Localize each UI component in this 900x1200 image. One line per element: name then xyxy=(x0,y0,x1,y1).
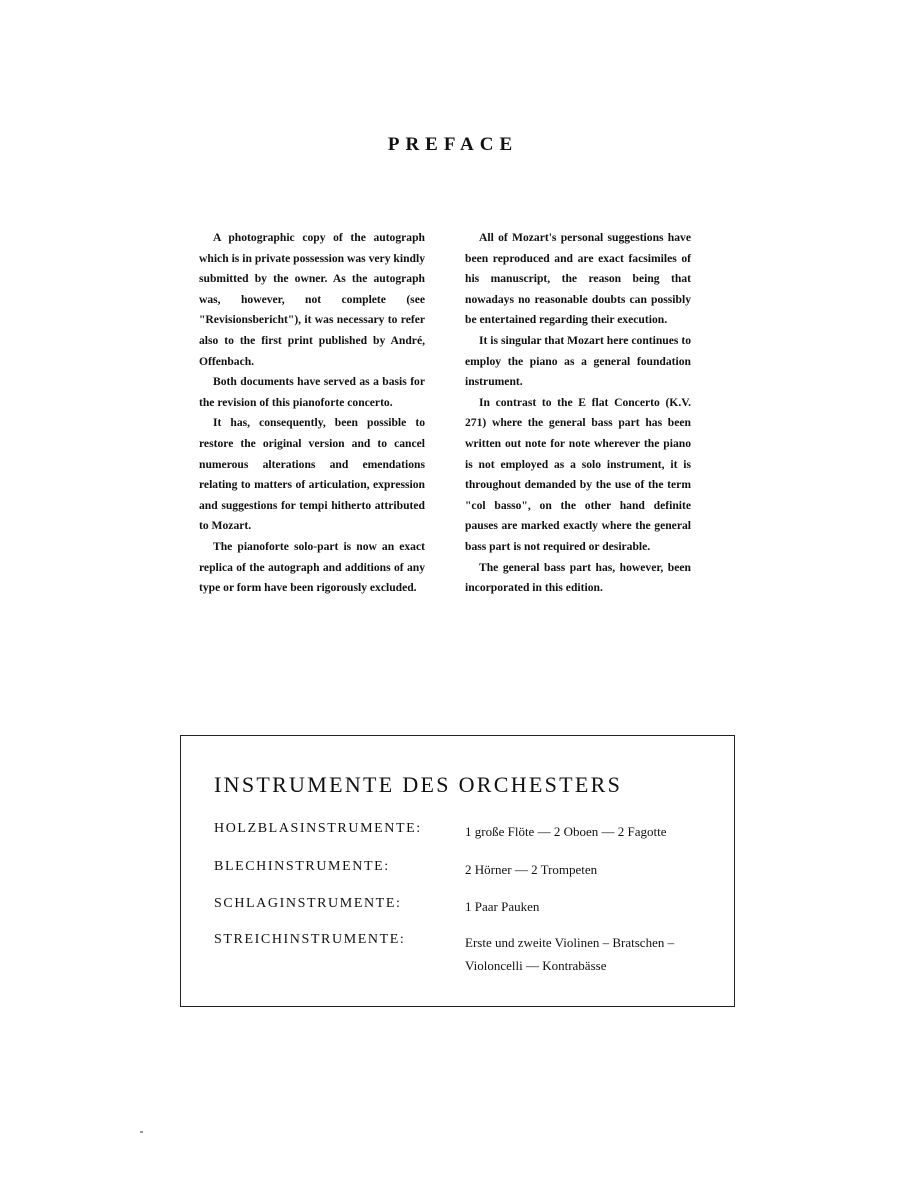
instrument-group-name: BLECHINSTRUMENTE: xyxy=(214,859,390,874)
page-title: PREFACE xyxy=(387,134,519,155)
paragraph: A photographic copy of the autograph which is in private possession was very kindly submitted by the owner. As the autograph was, however, not complete (see "Revisionsbericht"), it was necessary to refer also to the first print published by André, Offenbach. xyxy=(199,231,425,368)
orchestra-heading: INSTRUMENTE DES ORCHESTERS xyxy=(214,772,623,797)
paragraph: All of Mozart's personal suggestions have been reproduced and are exact facsimiles of his manuscript, the reason being that nowadays no reasonable doubts can possibly be entertained regarding their execution. xyxy=(465,231,691,327)
instrument-group-name: SCHLAGINSTRUMENTE: xyxy=(214,896,402,911)
paragraph: It has, consequently, been possible to restore the original version and to cancel numerous alterations and emendations relating to matters of articulation, expression and suggestions for tempi hitherto attributed to Mozart. xyxy=(199,416,425,533)
instrument-list: 1 große Flöte — 2 Oboen — 2 Fagotte xyxy=(465,824,667,839)
instrument-group-name: STREICHINSTRUMENTE: xyxy=(214,932,406,947)
instrument-list: Erste und zweite Violinen – Bratschen – xyxy=(465,935,675,950)
preface-right-column xyxy=(465,228,691,599)
orchestra-instruments-box xyxy=(180,735,735,1007)
paragraph: Both documents have served as a basis for the revision of this pianoforte concerto. xyxy=(199,375,425,409)
instrument-list: 2 Hörner — 2 Trompeten xyxy=(465,862,598,877)
instrument-group-name: HOLZBLASINSTRUMENTE: xyxy=(214,821,422,836)
paragraph: In contrast to the E flat Concerto (K.V. 271) where the general bass part has been written out note for note wherever the piano is not employed as a solo instrument, it is throughout demanded by the use of the term "col basso", on the other hand definite pauses are marked exactly where the general bass part is not required or desirable. xyxy=(465,395,691,553)
paragraph: The general bass part has, however, been incorporated in this edition. xyxy=(465,560,691,595)
instrument-list-continued: Violoncelli — Kontrabässe xyxy=(465,958,607,973)
instrument-list: 1 Paar Pauken xyxy=(465,899,540,914)
paragraph: It is singular that Mozart here continues to employ the piano as a general foundation instrument. xyxy=(465,333,691,389)
scan-speck xyxy=(140,1131,143,1133)
paragraph: The pianoforte solo-part is now an exact replica of the autograph and additions of any type or form have been rigorously excluded. xyxy=(199,539,425,595)
preface-left-column xyxy=(199,228,425,599)
